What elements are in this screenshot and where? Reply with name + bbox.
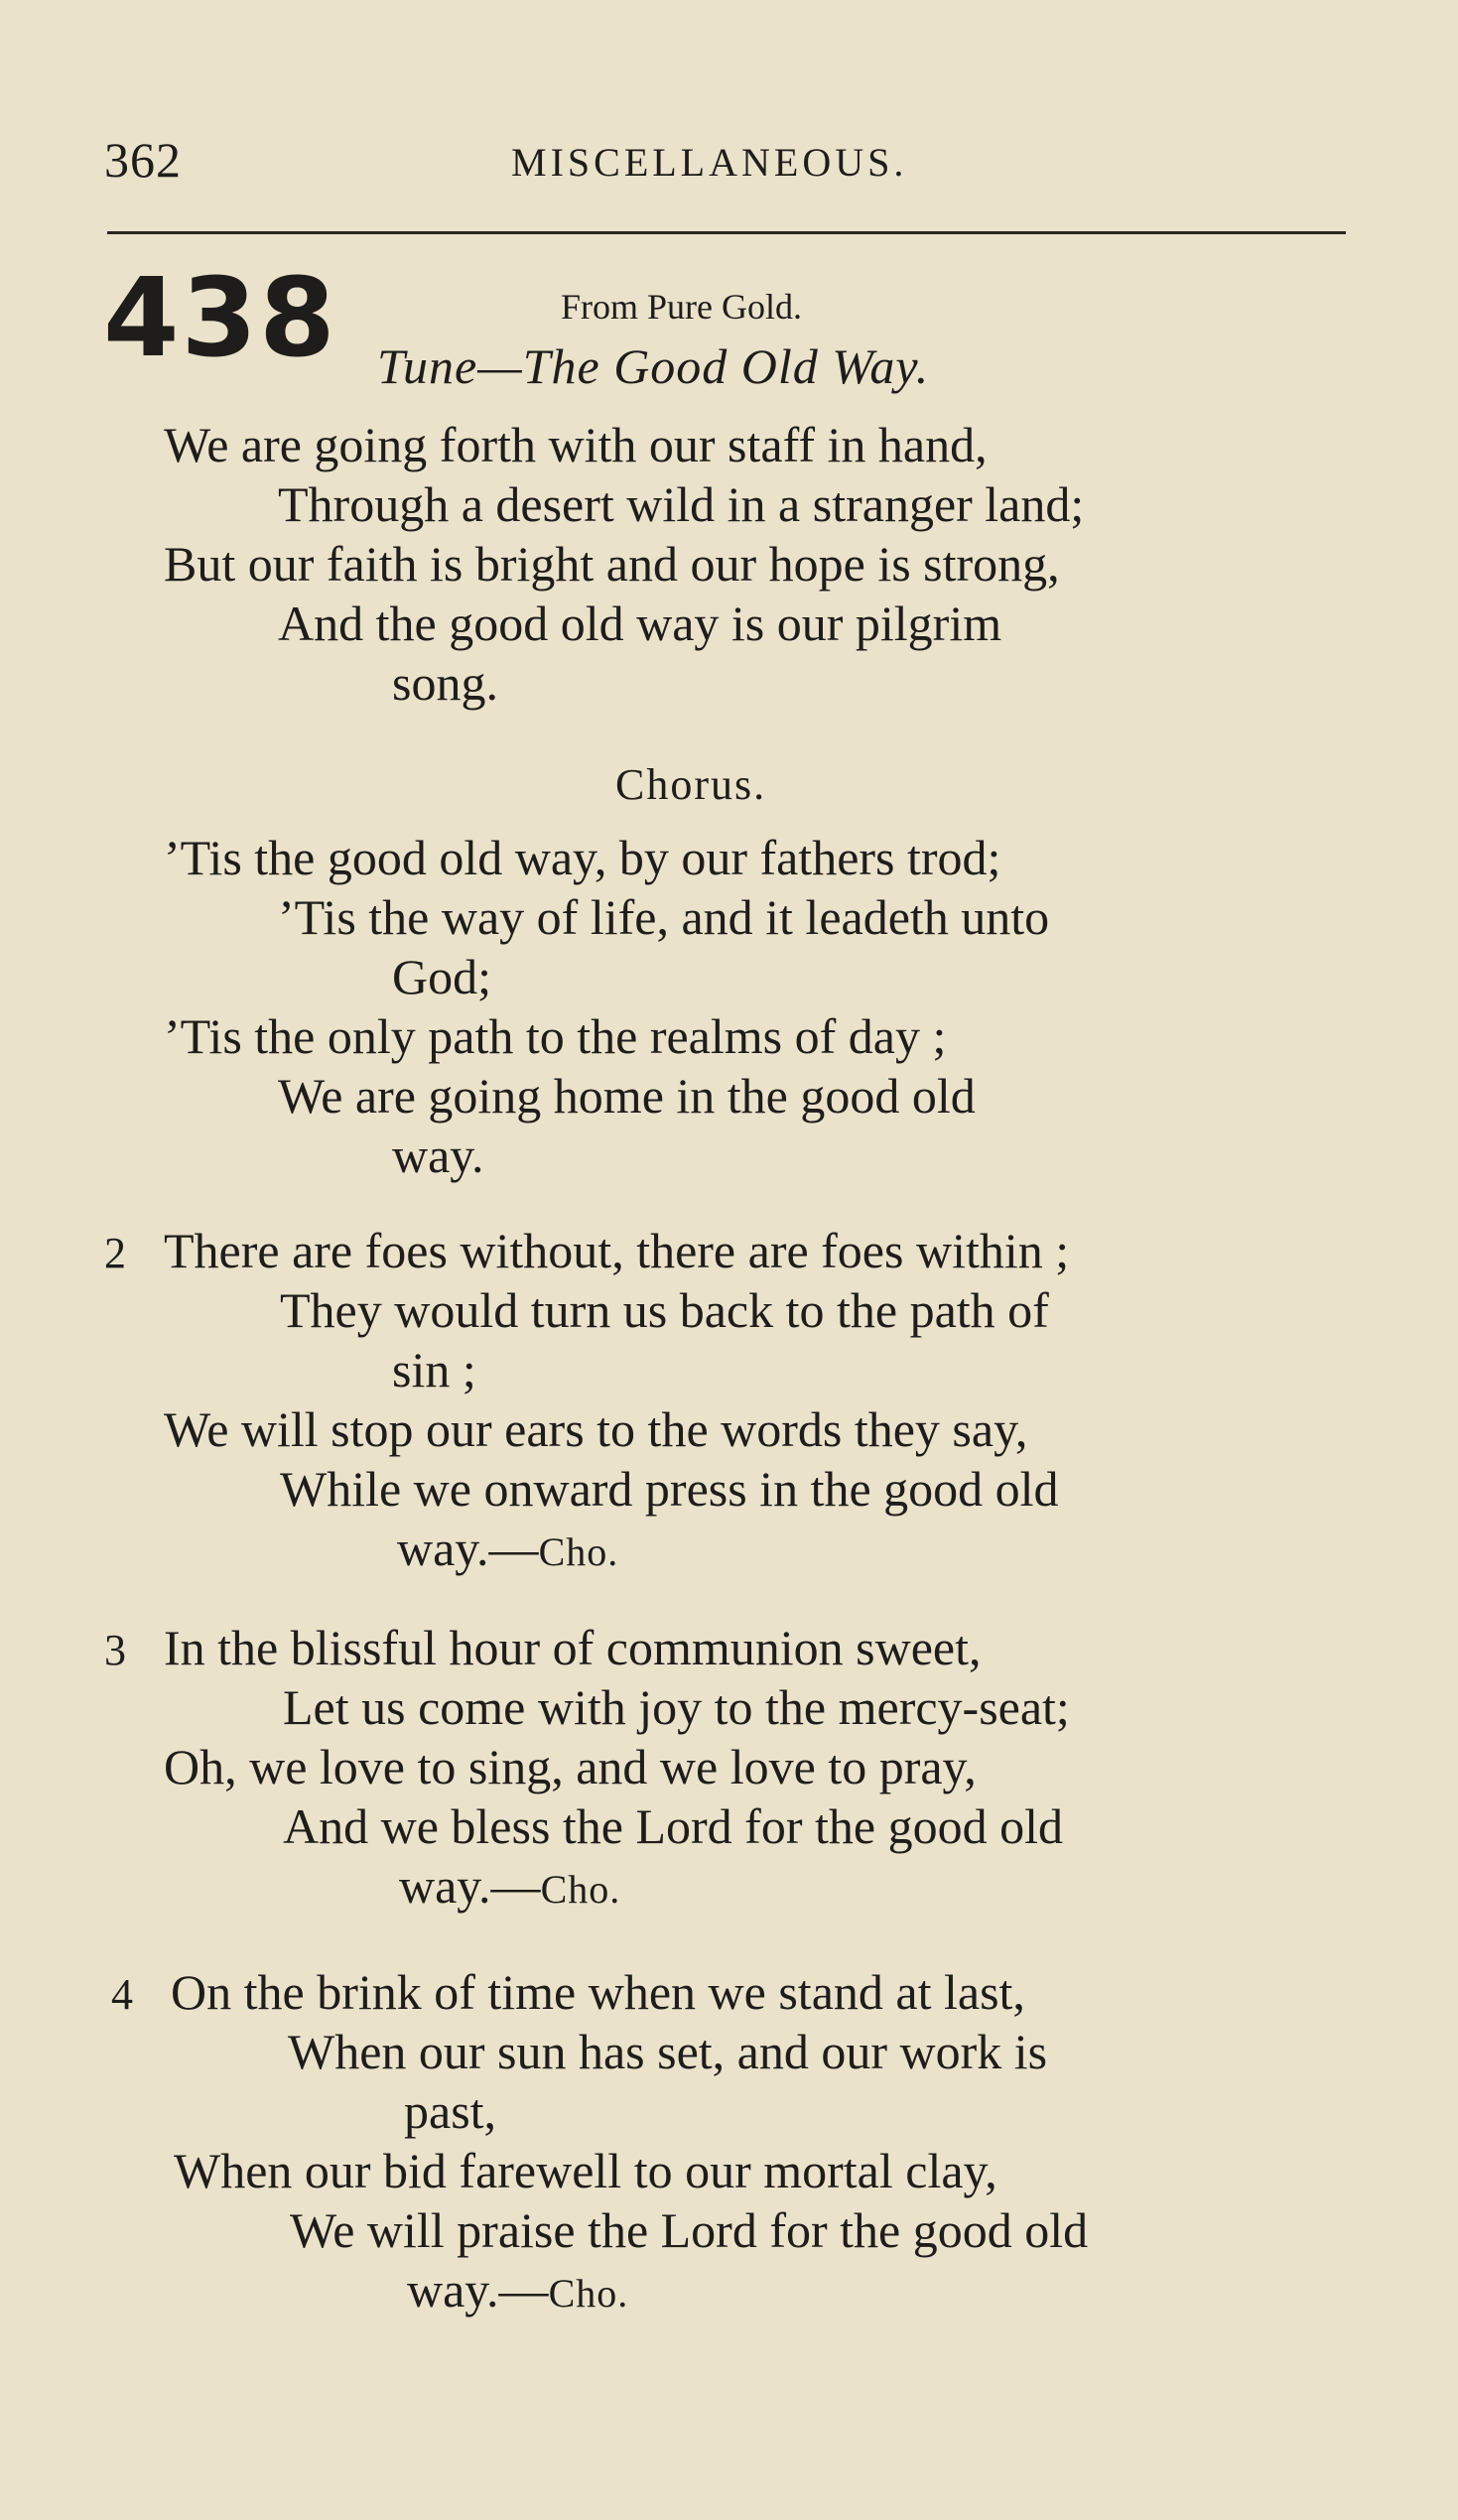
chorus-line: way. xyxy=(392,1127,484,1183)
verse-line: And we bless the Lord for the good old xyxy=(283,1798,1063,1854)
verse-line: On the brink of time when we stand at last, xyxy=(171,1964,1025,2020)
verse-line: When our bid farewell to our mortal clay, xyxy=(174,2143,997,2198)
verse-line xyxy=(407,2260,628,2323)
verse-line: We will stop our ears to the words they say, xyxy=(164,1401,1028,1457)
chorus-line: ’Tis the only path to the realms of day ; xyxy=(164,1008,947,1064)
verse-ending: way.— xyxy=(407,2262,549,2318)
verse-line: We are going forth with our staff in hand, xyxy=(164,417,988,472)
verse-line: past, xyxy=(404,2083,497,2139)
verse-line: They would turn us back to the path of xyxy=(280,1282,1049,1338)
verse-line: While we onward press in the good old xyxy=(280,1461,1059,1517)
hymn-source: From Pure Gold. xyxy=(561,287,802,327)
verse-number: 4 xyxy=(111,1970,133,2019)
header-rule xyxy=(107,231,1346,234)
verse-line: In the blissful hour of communion sweet, xyxy=(164,1620,982,1675)
page-number: 362 xyxy=(104,132,182,188)
verse-number: 2 xyxy=(104,1229,126,1277)
chorus-line: ’Tis the good old way, by our fathers trod; xyxy=(164,830,1001,885)
verse-ending: way.— xyxy=(399,1858,541,1914)
hymn-tune: Tune—The Good Old Way. xyxy=(377,338,930,394)
verse-line: When our sun has set, and our work is xyxy=(288,2024,1048,2079)
verse-ending: way.— xyxy=(397,1521,539,1576)
cho-marker: Cho. xyxy=(540,1867,621,1912)
verse-line: song. xyxy=(392,655,498,711)
chorus-heading: Chorus. xyxy=(615,760,767,809)
cho-marker: Cho. xyxy=(548,2271,629,2316)
verse-line xyxy=(397,1519,618,1582)
verse-line: There are foes without, there are foes within ; xyxy=(164,1223,1070,1278)
verse-line: Oh, we love to sing, and we love to pray, xyxy=(164,1739,977,1794)
verse-line: Through a desert wild in a stranger land; xyxy=(278,476,1085,532)
chorus-line: God; xyxy=(392,949,491,1004)
verse-number: 3 xyxy=(104,1626,126,1674)
chorus-line: ’Tis the way of life, and it leadeth unto xyxy=(278,889,1050,945)
verse-line xyxy=(399,1856,620,1920)
verse-line: sin ; xyxy=(392,1342,476,1397)
hymn-number: 438 xyxy=(103,254,337,381)
cho-marker: Cho. xyxy=(538,1529,619,1574)
verse-line: But our faith is bright and our hope is strong, xyxy=(164,536,1060,592)
verse-line: We will praise the Lord for the good old xyxy=(290,2202,1089,2258)
verse-line: And the good old way is our pilgrim xyxy=(278,596,1002,651)
verse-line: Let us come with joy to the mercy-seat; xyxy=(283,1679,1070,1735)
chorus-line: We are going home in the good old xyxy=(278,1068,976,1124)
running-head: MISCELLANEOUS. xyxy=(511,140,908,185)
